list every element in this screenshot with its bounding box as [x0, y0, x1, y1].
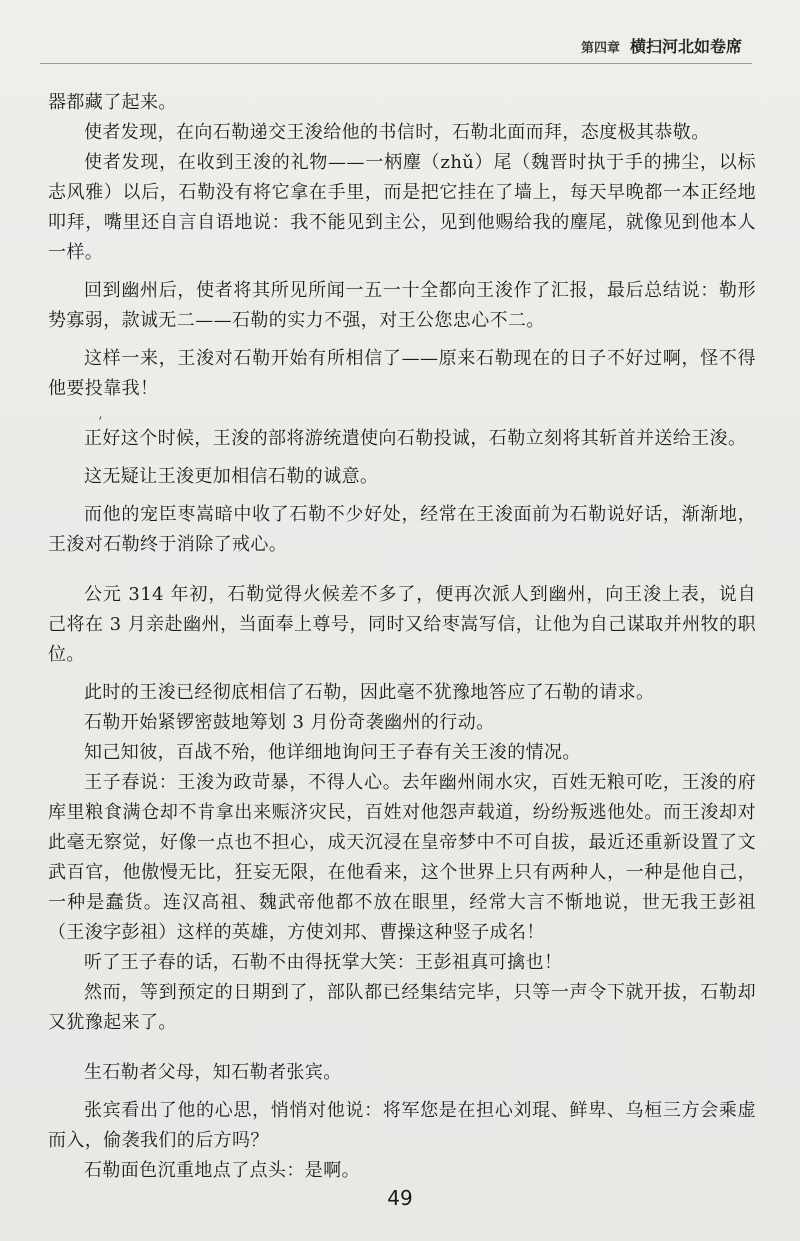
header-rule — [40, 63, 752, 64]
paragraph: 王子春说：王浚为政苛暴，不得人心。去年幽州闹水灾，百姓无粮可吃，王浚的府库里粮食满仓却不肯拿出来赈济灾民，百姓对他怨声载道，纷纷叛逃他处。而王浚却对此毫无察觉，好像一点也不担心，成天沉浸在皇帝梦中不可自拔，最近还重新设置了文武百官，他傲慢无比，狂妄无限，在他看来，这个世界上只有两种人，一种是他自己，一种是蠢货。连汉高祖、魏武帝他都不放在眼里，经常大言不惭地说，世无我王彭祖（王浚字彭祖）这样的英雄，方使刘邦、曹操这种竖子成名！ — [48, 772, 756, 943]
paragraph: 回到幽州后，使者将其所见所闻一五一十全都向王浚作了汇报，最后总结说：勒形势寡弱，款诚无二——石勒的实力不强，对王公您忠心不二。 — [48, 280, 756, 331]
paragraph: 而他的宠臣枣嵩暗中收了石勒不少好处，经常在王浚面前为石勒说好话，渐渐地，王浚对石勒终于消除了戒心。 — [48, 504, 756, 555]
body-text — [48, 88, 756, 1186]
paragraph: 石勒开始紧锣密鼓地筹划 3 月份奇袭幽州的行动。 — [84, 712, 495, 733]
stray-mark: ’ — [98, 415, 103, 431]
paragraph: 石勒面色沉重地点了点头：是啊。 — [84, 1160, 360, 1181]
paragraph: 这样一来，王浚对石勒开始有所相信了——原来石勒现在的日子不好过啊，怪不得他要投靠我！ — [48, 348, 756, 399]
paragraph: 知己知彼，百战不殆，他详细地询问王子春有关王浚的情况。 — [84, 742, 581, 763]
paragraph: 器都藏了起来。 — [48, 92, 177, 113]
paragraph-text: 正好这个时候，王浚的部将游统遣使向石勒投诚，石勒立刻将其斩首并送给王浚。 — [84, 428, 747, 449]
running-header — [581, 34, 742, 57]
paragraph: 使者发现，在收到王浚的礼物——一柄麈（zhǔ）尾（魏晋时执于手的拂尘，以标志风雅）以后，石勒没有将它拿在手里，而是把它挂在了墙上，每天早晚都一本正经地叩拜，嘴里还自言自语地说：我不能见到主公，见到他赐给我的麈尾，就像见到他本人一样。 — [48, 152, 756, 263]
paragraph: 张宾看出了他的心思，悄悄对他说：将军您是在担心刘琨、鲜卑、乌桓三方会乘虚而入，偷袭我们的后方吗？ — [48, 1100, 756, 1151]
paragraph: 然而，等到预定的日期到了，部队都已经集结完毕，只等一声令下就开拔，石勒却又犹豫起来了。 — [48, 982, 756, 1033]
paragraph: 这无疑让王浚更加相信石勒的诚意。 — [84, 466, 379, 487]
page-number: 49 — [387, 1186, 413, 1210]
paragraph — [48, 415, 756, 454]
paragraph: 生石勒者父母，知石勒者张宾。 — [84, 1062, 342, 1083]
chapter-title: 横扫河北如卷席 — [629, 37, 742, 56]
paragraph: 听了王子春的话，石勒不由得抚掌大笑：王彭祖真可擒也！ — [84, 952, 563, 973]
chapter-label: 第四章 — [580, 41, 620, 56]
paragraph: 此时的王浚已经彻底相信了石勒，因此毫不犹豫地答应了石勒的请求。 — [84, 682, 655, 703]
paragraph: 公元 314 年初，石勒觉得火候差不多了，便再次派人到幽州，向王浚上表，说自己将在 3 月亲赴幽州，当面奉上尊号，同时又给枣嵩写信，让他为自己谋取并州牧的职位。 — [48, 584, 756, 665]
paragraph: 使者发现，在向石勒递交王浚给他的书信时，石勒北面而拜，态度极其恭敬。 — [84, 122, 710, 143]
